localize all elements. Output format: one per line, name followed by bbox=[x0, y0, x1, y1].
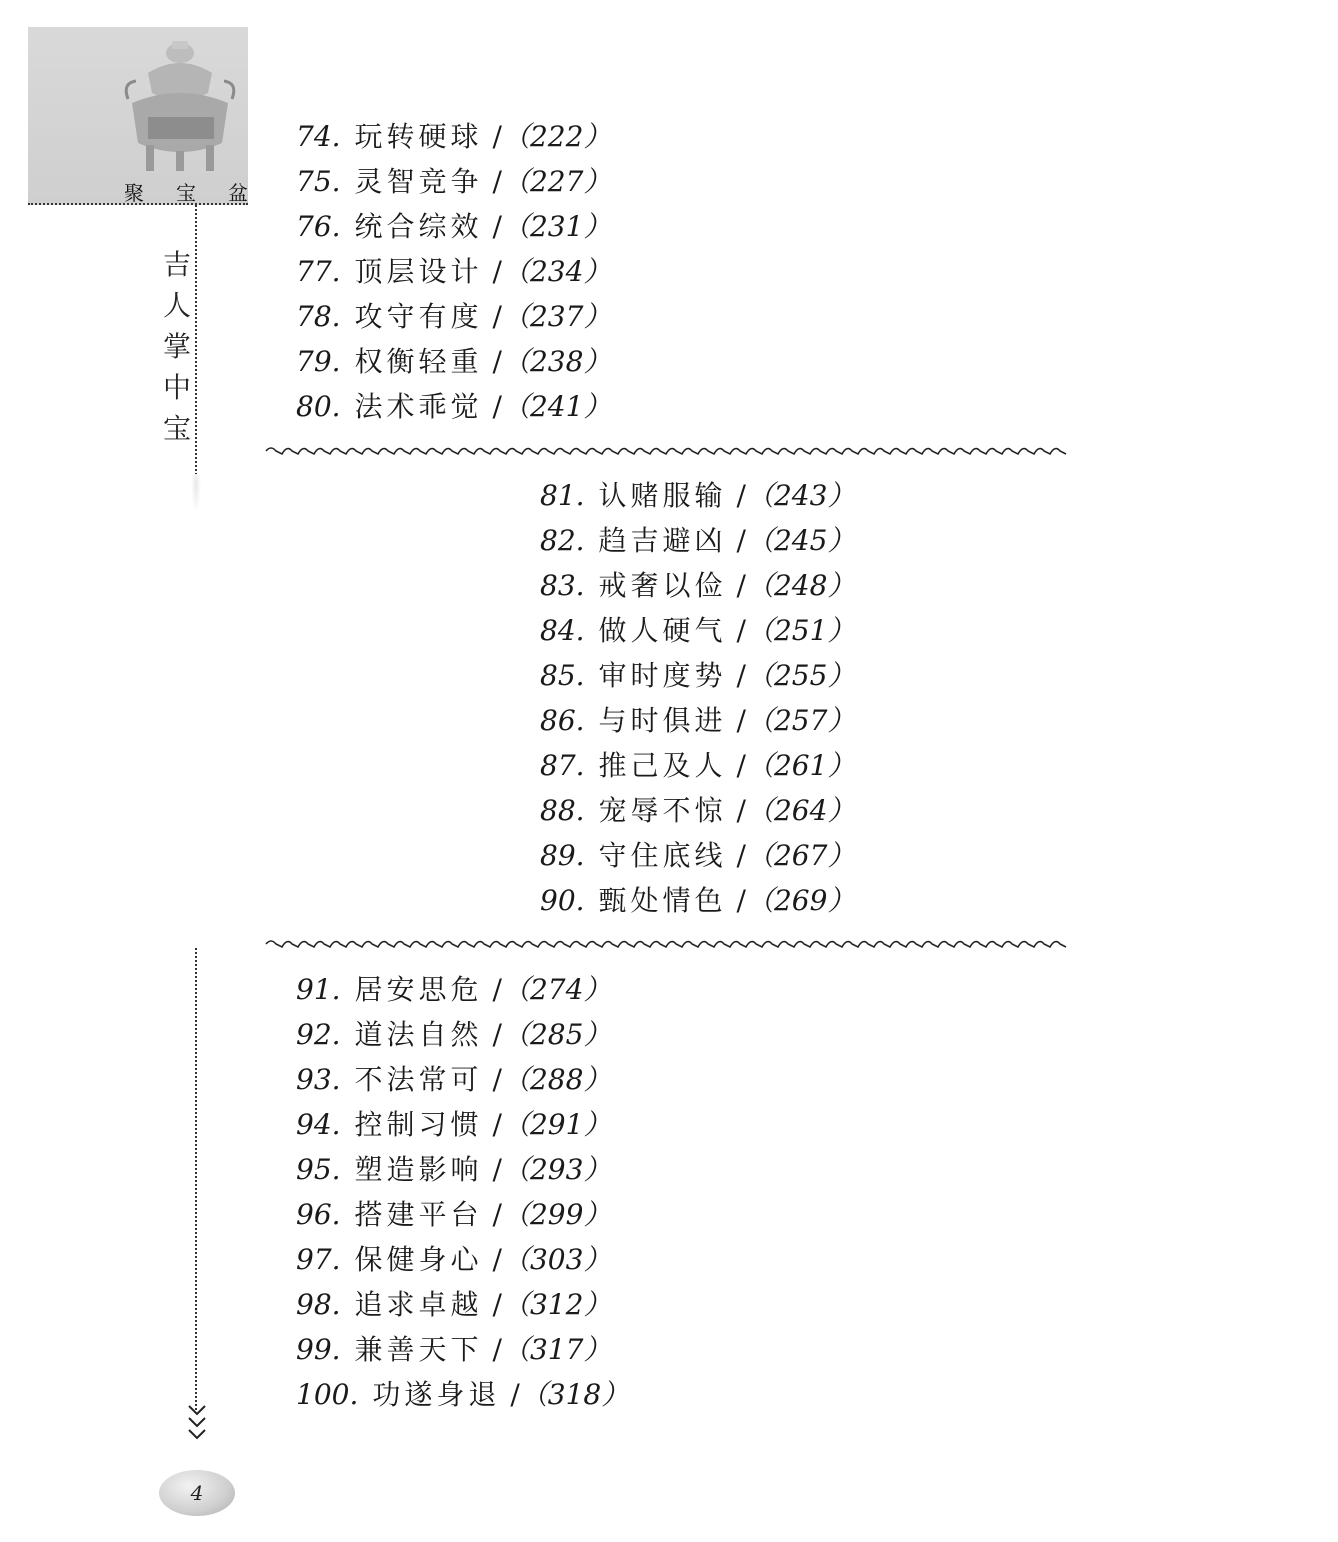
entry-separator: / bbox=[736, 479, 746, 512]
toc-entry[interactable] bbox=[296, 1237, 629, 1282]
book-title-char: 宝 bbox=[162, 412, 191, 445]
toc-entry[interactable] bbox=[540, 518, 855, 563]
series-title bbox=[124, 177, 248, 206]
chevron-down-icon bbox=[185, 1402, 209, 1442]
entry-separator: / bbox=[492, 1018, 502, 1051]
entry-number: 100. bbox=[296, 1378, 359, 1411]
entry-page: （222） bbox=[501, 120, 612, 153]
entry-title: 塑造影响 bbox=[354, 1153, 483, 1186]
entry-number: 99. bbox=[296, 1333, 341, 1366]
entry-number: 78. bbox=[296, 300, 341, 333]
entry-separator: / bbox=[492, 300, 502, 333]
entry-separator: / bbox=[492, 165, 502, 198]
toc-entry[interactable] bbox=[296, 967, 629, 1012]
entry-page: （241） bbox=[501, 390, 612, 423]
entry-separator: / bbox=[492, 973, 502, 1006]
entry-page: （303） bbox=[501, 1243, 612, 1276]
entry-title: 追求卓越 bbox=[354, 1288, 483, 1321]
entry-page: （291） bbox=[501, 1108, 612, 1141]
entry-page: （245） bbox=[745, 524, 856, 557]
entry-number: 90. bbox=[540, 884, 585, 917]
toc-entry[interactable] bbox=[540, 653, 855, 698]
series-title-char: 宝 bbox=[176, 181, 196, 205]
entry-title: 推己及人 bbox=[598, 749, 727, 782]
toc-entry[interactable] bbox=[296, 1282, 629, 1327]
entry-number: 77. bbox=[296, 255, 341, 288]
entry-title: 宠辱不惊 bbox=[598, 794, 727, 827]
entry-title: 控制习惯 bbox=[354, 1108, 483, 1141]
entry-number: 75. bbox=[296, 165, 341, 198]
section-divider bbox=[264, 444, 1070, 458]
entry-number: 86. bbox=[540, 704, 585, 737]
entry-page: （312） bbox=[501, 1288, 612, 1321]
entry-number: 84. bbox=[540, 614, 585, 647]
book-title bbox=[160, 244, 194, 449]
entry-separator: / bbox=[492, 1243, 502, 1276]
entry-title: 攻守有度 bbox=[354, 300, 483, 333]
book-title-char: 中 bbox=[162, 371, 191, 404]
entry-title: 灵智竞争 bbox=[354, 165, 483, 198]
entry-separator: / bbox=[492, 390, 502, 423]
toc-entry[interactable] bbox=[540, 833, 855, 878]
entry-title: 搭建平台 bbox=[354, 1198, 483, 1231]
entry-separator: / bbox=[736, 749, 746, 782]
toc-entry[interactable] bbox=[296, 1012, 629, 1057]
entry-page: （317） bbox=[501, 1333, 612, 1366]
entry-title: 玩转硬球 bbox=[354, 120, 483, 153]
toc-entry[interactable] bbox=[296, 159, 611, 204]
entry-separator: / bbox=[736, 794, 746, 827]
entry-title: 趋吉避凶 bbox=[598, 524, 727, 557]
entry-number: 97. bbox=[296, 1243, 341, 1276]
entry-title: 道法自然 bbox=[354, 1018, 483, 1051]
page-number bbox=[159, 1470, 235, 1516]
entry-number: 87. bbox=[540, 749, 585, 782]
entry-title: 兼善天下 bbox=[354, 1333, 483, 1366]
entry-title: 戒奢以俭 bbox=[598, 569, 727, 602]
toc-entry[interactable] bbox=[296, 249, 611, 294]
entry-page: （257） bbox=[745, 704, 856, 737]
entry-number: 92. bbox=[296, 1018, 341, 1051]
entry-separator: / bbox=[492, 1198, 502, 1231]
toc-entry[interactable] bbox=[296, 1192, 629, 1237]
entry-page: （255） bbox=[745, 659, 856, 692]
entry-page: （288） bbox=[501, 1063, 612, 1096]
book-title-char: 吉 bbox=[162, 248, 191, 281]
entry-separator: / bbox=[492, 1153, 502, 1186]
entry-title: 保健身心 bbox=[354, 1243, 483, 1276]
entry-separator: / bbox=[492, 210, 502, 243]
margin-drop-ornament bbox=[191, 474, 201, 512]
entry-page: （234） bbox=[501, 255, 612, 288]
entry-title: 不法常可 bbox=[354, 1063, 483, 1096]
entry-separator: / bbox=[736, 884, 746, 917]
entry-title: 认赌服输 bbox=[598, 479, 727, 512]
toc-group-1 bbox=[296, 114, 611, 429]
toc-entry[interactable] bbox=[296, 294, 611, 339]
toc-entry[interactable] bbox=[296, 204, 611, 249]
entry-page: （261） bbox=[745, 749, 856, 782]
entry-page: （293） bbox=[501, 1153, 612, 1186]
entry-number: 80. bbox=[296, 390, 341, 423]
toc-group-3 bbox=[296, 967, 629, 1417]
entry-page: （251） bbox=[745, 614, 856, 647]
entry-separator: / bbox=[736, 614, 746, 647]
entry-page: （243） bbox=[745, 479, 856, 512]
entry-title: 守住底线 bbox=[598, 839, 727, 872]
entry-number: 85. bbox=[540, 659, 585, 692]
entry-number: 98. bbox=[296, 1288, 341, 1321]
entry-number: 83. bbox=[540, 569, 585, 602]
book-title-char: 掌 bbox=[162, 330, 191, 363]
entry-separator: / bbox=[492, 1108, 502, 1141]
entry-separator: / bbox=[736, 524, 746, 557]
entry-number: 88. bbox=[540, 794, 585, 827]
header-emblem bbox=[28, 27, 248, 205]
margin-rule-top bbox=[195, 205, 197, 487]
entry-title: 甄处情色 bbox=[598, 884, 727, 917]
entry-title: 与时俱进 bbox=[598, 704, 727, 737]
toc-entry[interactable] bbox=[540, 743, 855, 788]
entry-page: （264） bbox=[745, 794, 856, 827]
toc-entry[interactable] bbox=[296, 1327, 629, 1372]
toc-entry[interactable] bbox=[540, 698, 855, 743]
book-title-char: 人 bbox=[162, 289, 191, 322]
entry-separator: / bbox=[492, 1288, 502, 1321]
toc-entry[interactable] bbox=[296, 339, 611, 384]
entry-number: 93. bbox=[296, 1063, 341, 1096]
section-divider bbox=[264, 937, 1070, 951]
entry-title: 权衡轻重 bbox=[354, 345, 483, 378]
toc-entry[interactable] bbox=[540, 878, 855, 923]
entry-separator: / bbox=[736, 839, 746, 872]
toc-entry[interactable] bbox=[296, 1372, 629, 1417]
entry-number: 96. bbox=[296, 1198, 341, 1231]
entry-number: 76. bbox=[296, 210, 341, 243]
entry-title: 做人硬气 bbox=[598, 614, 727, 647]
entry-page: （238） bbox=[501, 345, 612, 378]
entry-page: （285） bbox=[501, 1018, 612, 1051]
entry-page: （299） bbox=[501, 1198, 612, 1231]
entry-separator: / bbox=[736, 704, 746, 737]
toc-entry[interactable] bbox=[296, 384, 611, 429]
toc-group-2 bbox=[540, 473, 855, 923]
entry-separator: / bbox=[492, 345, 502, 378]
entry-title: 法术乖觉 bbox=[354, 390, 483, 423]
entry-number: 89. bbox=[540, 839, 585, 872]
entry-number: 91. bbox=[296, 973, 341, 1006]
entry-number: 79. bbox=[296, 345, 341, 378]
entry-number: 81. bbox=[540, 479, 585, 512]
entry-page: （248） bbox=[745, 569, 856, 602]
entry-title: 功遂身退 bbox=[372, 1378, 501, 1411]
entry-separator: / bbox=[510, 1378, 520, 1411]
toc-entry[interactable] bbox=[296, 1102, 629, 1147]
entry-separator: / bbox=[736, 659, 746, 692]
entry-separator: / bbox=[492, 255, 502, 288]
entry-number: 74. bbox=[296, 120, 341, 153]
toc-entry[interactable] bbox=[540, 563, 855, 608]
treasure-bowl-icon bbox=[118, 33, 248, 173]
toc-entry[interactable] bbox=[540, 608, 855, 653]
page-number-text: 4 bbox=[190, 1481, 204, 1505]
entry-separator: / bbox=[736, 569, 746, 602]
entry-title: 统合综效 bbox=[354, 210, 483, 243]
toc-entry[interactable] bbox=[296, 1147, 629, 1192]
entry-page: （237） bbox=[501, 300, 612, 333]
entry-page: （231） bbox=[501, 210, 612, 243]
entry-page: （318） bbox=[519, 1378, 630, 1411]
series-title-char: 聚 bbox=[124, 181, 144, 205]
entry-page: （227） bbox=[501, 165, 612, 198]
entry-separator: / bbox=[492, 1063, 502, 1096]
entry-title: 居安思危 bbox=[354, 973, 483, 1006]
toc-entry[interactable] bbox=[296, 1057, 629, 1102]
entry-separator: / bbox=[492, 1333, 502, 1366]
margin-rule-bottom bbox=[195, 948, 197, 1410]
entry-title: 审时度势 bbox=[598, 659, 727, 692]
toc-entry[interactable] bbox=[296, 114, 611, 159]
entry-title: 顶层设计 bbox=[354, 255, 483, 288]
entry-number: 82. bbox=[540, 524, 585, 557]
entry-separator: / bbox=[492, 120, 502, 153]
entry-number: 95. bbox=[296, 1153, 341, 1186]
toc-entry[interactable] bbox=[540, 473, 855, 518]
toc-entry[interactable] bbox=[540, 788, 855, 833]
entry-page: （267） bbox=[745, 839, 856, 872]
series-title-char: 盆 bbox=[228, 181, 248, 205]
entry-page: （269） bbox=[745, 884, 856, 917]
entry-number: 94. bbox=[296, 1108, 341, 1141]
entry-page: （274） bbox=[501, 973, 612, 1006]
